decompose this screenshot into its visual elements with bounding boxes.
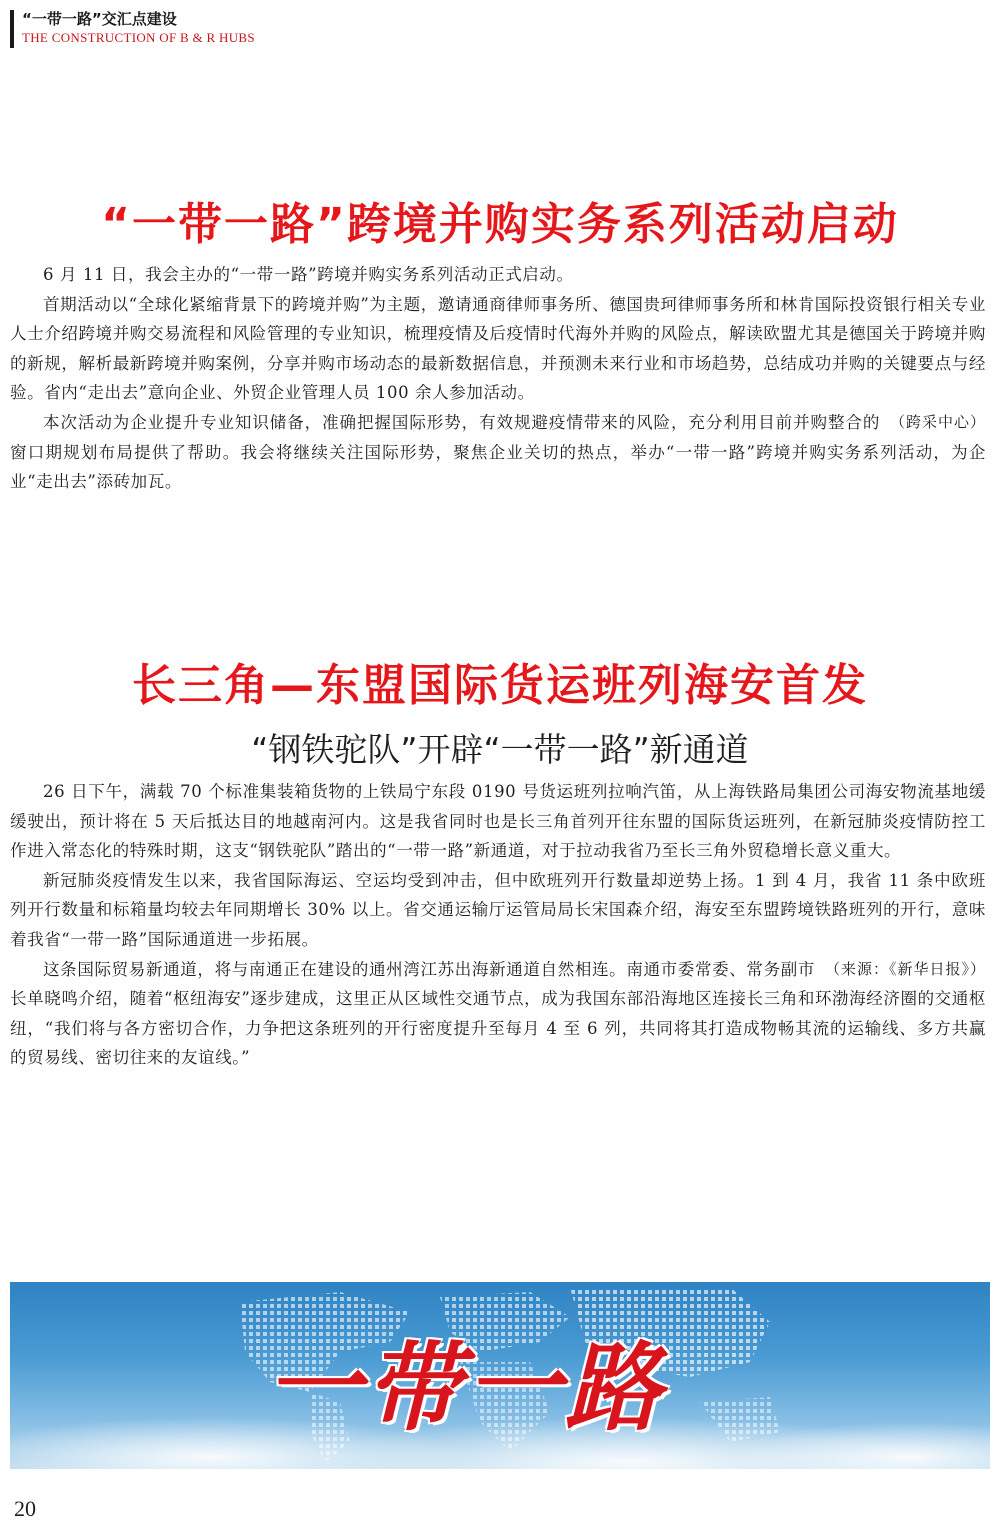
article1-paragraph-text: 本次活动为企业提升专业知识储备，准确把握国际形势，有效规避疫情带来的风险，充分利用目前并购整合的窗口期规划布局提供了帮助。我会将继续关注国际形势，聚焦企业关切的热点，举办“一带一路”跨境并购实务系列活动，为企业“走出去”添砖加瓦。 [10, 412, 986, 492]
article2-source: （来源：《新华日报》） [824, 959, 986, 978]
page-number: 20 [14, 1496, 36, 1521]
article2-paragraph: 新冠肺炎疫情发生以来，我省国际海运、空运均受到冲击，但中欧班列开行数量却逆势上扬。1 到 4 月，我省 11 条中欧班列开行数量和标箱量均较去年同期增长 30% 以上。省交通运输厅运管局局长宋国森介绍，海安至东盟跨境铁路班列的开行，意味着我省“一带一路”国际通道进一步拓展。 [10, 870, 986, 949]
article1-paragraph: 6 月 11 日，我会主办的“一带一路”跨境并购实务系列活动正式启动。 [43, 265, 574, 284]
header-title-cn: “一带一路”交汇点建设 [22, 10, 177, 28]
article2-paragraph-text: 这条国际贸易新通道，将与南通正在建设的通州湾江苏出海新通道自然相连。南通市委常委、常务副市长单晓鸣介绍，随着“枢纽海安”逐步建成，这里正从区域性交通节点，成为我国东部沿海地区连接长三角和环渤海经济圈的交通枢纽，“我们将与各方密切合作，力争把这条班列的开行密度提升至每月 4 至 6 列，共同将其打造成物畅其流的运输线、多方共赢的贸易线、密切往来的友谊线。” [10, 959, 986, 1068]
article1-title: “一带一路”跨境并购实务系列活动启动 [101, 199, 899, 250]
article1-body [10, 260, 986, 497]
header-title-en: THE CONSTRUCTION OF B & R HUBS [22, 30, 255, 45]
article2-paragraph: 26 日下午，满载 70 个标准集装箱货物的上铁局宁东段 0190 号货运班列拉响汽笛，从上海铁路局集团公司海安物流基地缓缓驶出，预计将在 5 天后抵达目的地越南河内。这是我省同时也是长三角首列开往东盟的国际货运班列，在新冠肺炎疫情防控工作进入常态化的特殊时期，这支“钢铁驼队”踏出的“一带一路”新通道，对于拉动我省乃至长三角外贸稳增长意义重大。 [10, 782, 986, 861]
header-bar [10, 10, 14, 48]
article2-paragraph [10, 955, 986, 1073]
article1-paragraph: 首期活动以“全球化紧缩背景下的跨境并购”为主题，邀请通商律师事务所、德国贵珂律师事务所和林肯国际投资银行相关专业人士介绍跨境并购交易流程和风险管理的专业知识，梳理疫情及后疫情时代海外并购的风险点，解读欧盟尤其是德国关于跨境并购的新规，解析最新跨境并购案例，分享并购市场动态的最新数据信息，并预测未来行业和市场趋势，总结成功并购的关键要点与经验。省内“走出去”意向企业、外贸企业管理人员 100 余人参加活动。 [10, 294, 986, 403]
article2-subtitle: “钢铁驼队”开辟“一带一路”新通道 [251, 730, 749, 769]
article2-title: 长三角—东盟国际货运班列海安首发 [132, 660, 868, 711]
banner-title: 一带一路 [265, 1331, 665, 1444]
article2-body [10, 777, 986, 1073]
article1-paragraph [10, 408, 986, 497]
belt-road-banner [10, 1282, 990, 1469]
article1-source: （跨采中心） [889, 412, 986, 431]
